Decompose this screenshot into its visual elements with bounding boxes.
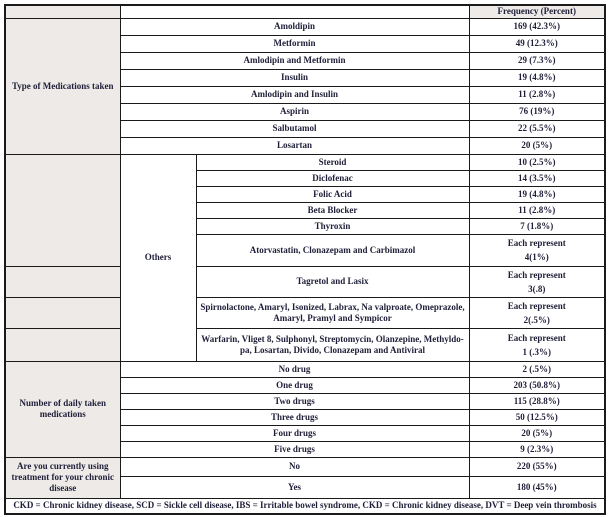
frequency-value-cell: 19 (4.8%) [469, 69, 605, 86]
table-row [5, 18, 605, 35]
medication-name-cell: Aspirin [120, 103, 469, 120]
frequency-value-cell: 115 (28.8%) [469, 393, 605, 409]
medication-name-cell: No drug [120, 361, 469, 377]
frequency-value-cell [469, 234, 605, 266]
medication-name-cell: Amlodipin and Metformin [120, 52, 469, 69]
table-row [5, 266, 605, 297]
each-represent-value: 1 (.3%) [522, 346, 551, 357]
each-represent-text: Each represent [507, 238, 566, 248]
medication-name-cell: Insulin [120, 69, 469, 86]
medication-name-cell: Beta Blocker [196, 202, 469, 218]
each-represent-text: Each represent [507, 300, 566, 311]
abbreviations-footnote: CKD = Chronic kidney disease, SCD = Sickle cell disease, IBS = Irritable bowel syndrome, CKD = Chronic kidney disease, DVT = Deep vein thrombosis [5, 498, 605, 514]
table-row [5, 154, 605, 170]
medication-name-cell: Metformin [120, 35, 469, 52]
frequency-value-cell: 7 (1.8%) [469, 218, 605, 234]
frequency-column-header: Frequency (Percent) [469, 5, 605, 18]
frequency-value-cell: 29 (7.3%) [469, 52, 605, 69]
section-label-treatment-question: Are you currently using treatment for your chronic disease [5, 457, 120, 498]
medication-name-cell: Losartan [120, 137, 469, 154]
frequency-value-cell [469, 266, 605, 297]
medication-name-cell: Steroid [196, 154, 469, 170]
table-row [5, 361, 605, 377]
medication-name-cell: Two drugs [120, 393, 469, 409]
frequency-value-cell: 22 (5.5%) [469, 120, 605, 137]
each-represent-value: 3(.8) [528, 283, 546, 294]
empty-label-cell [5, 297, 120, 328]
frequency-value-cell: 169 (42.3%) [469, 18, 605, 35]
section-label-daily-medications: Number of daily taken medications [5, 361, 120, 457]
medication-name-cell: Amlodipin and Insulin [120, 86, 469, 103]
frequency-value-cell: 180 (45%) [469, 476, 605, 498]
medication-name-cell: Thyroxin [196, 218, 469, 234]
medication-name-cell: One drug [120, 377, 469, 393]
each-represent-text: Each represent [507, 332, 566, 343]
medication-name-cell: Four drugs [120, 425, 469, 441]
table-header-row [5, 5, 605, 18]
answer-cell: No [120, 457, 469, 476]
frequency-value-cell: 10 (2.5%) [469, 154, 605, 170]
frequency-value-cell: 49 (12.3%) [469, 35, 605, 52]
empty-label-cell [5, 266, 120, 297]
medication-frequency-table [4, 4, 606, 515]
empty-label-cell [5, 154, 120, 266]
medication-name-cell: Atorvastatin, Clonazepam and Carbimazol [196, 234, 469, 266]
medication-name-cell: Folic Acid [196, 186, 469, 202]
frequency-value-cell [469, 328, 605, 361]
frequency-value-cell: 20 (5%) [469, 137, 605, 154]
table-row [5, 297, 605, 328]
frequency-value-cell: 50 (12.5%) [469, 409, 605, 425]
frequency-value-cell: 76 (19%) [469, 103, 605, 120]
medication-name-cell: Warfarin, Vliget 8, Sulphonyl, Streptomycin, Olanzepine, Methyldo-pa, Losartan, Divido, Clonazepam and Antiviral [196, 328, 469, 361]
each-represent-text: Each represent [507, 269, 566, 280]
medication-name-cell: Spirnolactone, Amaryl, Isonized, Labrax, Na valproate, Omeprazole, Amaryl, Pramyl and Sympicor [196, 297, 469, 328]
frequency-value-cell: 9 (2.3%) [469, 441, 605, 457]
footnote-row [5, 498, 605, 514]
frequency-value-cell: 19 (4.8%) [469, 186, 605, 202]
section-label-type-of-medications: Type of Medications taken [5, 18, 120, 154]
frequency-value-cell [469, 297, 605, 328]
frequency-value-cell: 14 (3.5%) [469, 170, 605, 186]
header-empty-cell-middle [120, 5, 469, 18]
frequency-value-cell: 11 (2.8%) [469, 86, 605, 103]
others-label-cell: Others [120, 154, 196, 361]
medication-name-cell: Five drugs [120, 441, 469, 457]
medication-name-cell: Amoldipin [120, 18, 469, 35]
medication-name-cell: Salbutamol [120, 120, 469, 137]
medication-name-cell: Tagretol and Lasix [196, 266, 469, 297]
empty-label-cell [5, 328, 120, 361]
medication-name-cell: Diclofenac [196, 170, 469, 186]
frequency-value-cell: 20 (5%) [469, 425, 605, 441]
frequency-value-cell: 11 (2.8%) [469, 202, 605, 218]
header-empty-cell-left [5, 5, 120, 18]
frequency-value-cell: 220 (55%) [469, 457, 605, 476]
each-represent-value: 2(.5%) [523, 314, 550, 325]
medication-name-cell: Three drugs [120, 409, 469, 425]
each-represent-value: 4(1%) [524, 252, 549, 262]
frequency-value-cell: 203 (50.8%) [469, 377, 605, 393]
answer-cell: Yes [120, 476, 469, 498]
frequency-value-cell: 2 (.5%) [469, 361, 605, 377]
table-row [5, 328, 605, 361]
table-row [5, 457, 605, 476]
